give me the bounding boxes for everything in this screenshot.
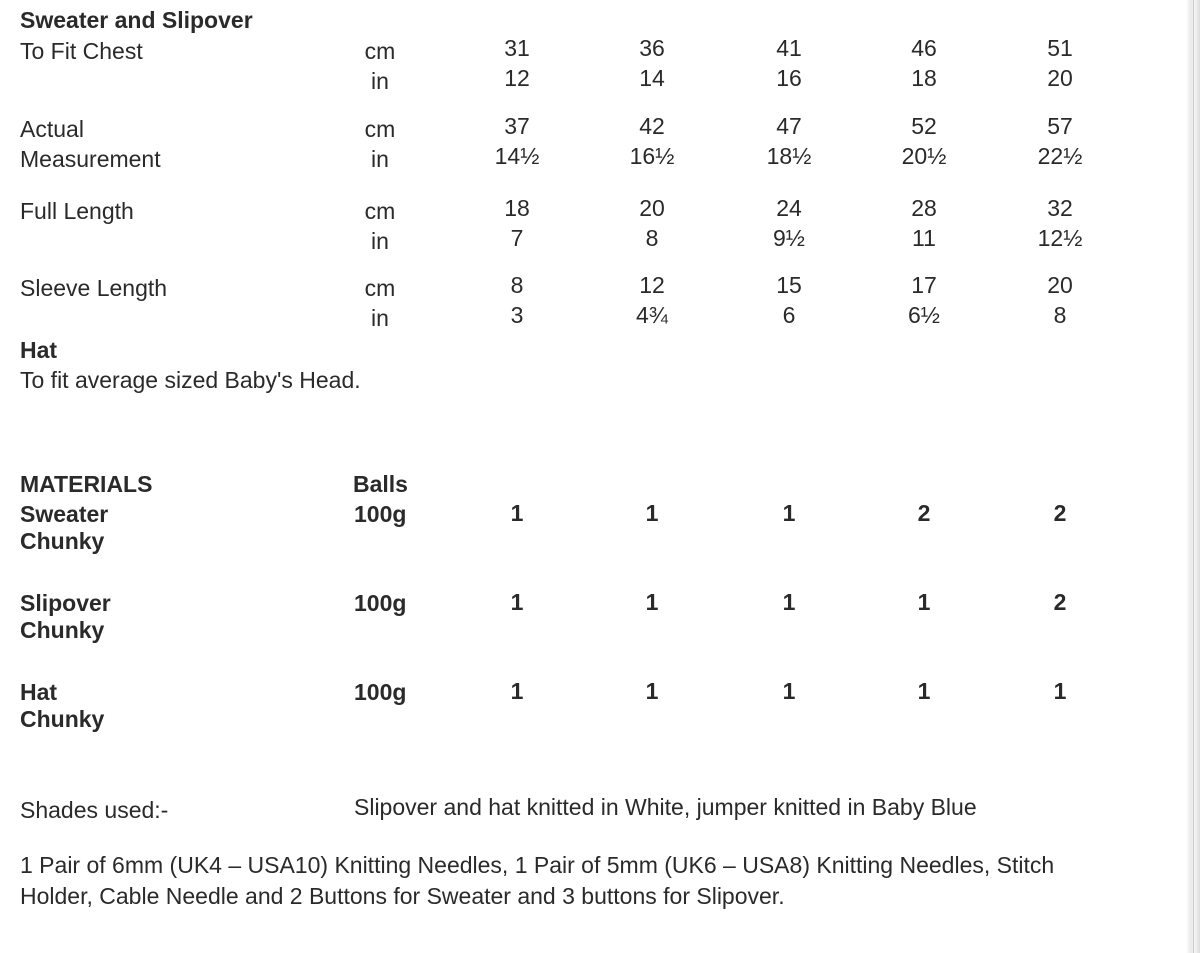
- size-value: 37: [504, 113, 530, 139]
- size-value: 3: [510, 302, 524, 328]
- ball-count: 1: [782, 589, 796, 615]
- size-value: 8: [1053, 302, 1067, 328]
- size-value: 31: [504, 35, 530, 61]
- size-value: 36: [639, 35, 665, 61]
- unit-label: cm: [364, 275, 396, 301]
- size-value: 18: [504, 195, 530, 221]
- ball-count: 1: [645, 678, 659, 704]
- row-label: Full Length: [20, 198, 134, 224]
- ball-count: 1: [645, 500, 659, 526]
- size-value: 20: [1047, 272, 1073, 298]
- size-value: 14: [639, 65, 665, 91]
- size-value: 20: [639, 195, 665, 221]
- material-weight: 100g: [354, 679, 407, 705]
- ball-count: 2: [917, 500, 931, 526]
- material-name: Sweater: [20, 501, 109, 527]
- ball-count: 1: [510, 678, 524, 704]
- material-name: Chunky: [20, 617, 105, 643]
- size-value: 6: [782, 302, 796, 328]
- materials-title: MATERIALS: [20, 471, 153, 497]
- size-value: 17: [911, 272, 937, 298]
- ball-count: 2: [1053, 589, 1067, 615]
- size-value: 51: [1047, 35, 1073, 61]
- row-label: Sleeve Length: [20, 275, 168, 301]
- material-name: Chunky: [20, 706, 105, 732]
- row-label: Actual: [20, 116, 84, 142]
- heading: Sweater and Slipover: [20, 7, 253, 33]
- size-value: 7: [510, 225, 524, 251]
- material-name: Hat: [20, 679, 58, 705]
- material-name: Chunky: [20, 528, 105, 554]
- size-value: 8: [510, 272, 524, 298]
- ball-count: 1: [510, 589, 524, 615]
- row-label: To Fit Chest: [20, 38, 143, 64]
- ball-count: 1: [917, 678, 931, 704]
- shades-label: Shades used:-: [20, 797, 169, 823]
- ball-count: 1: [1053, 678, 1067, 704]
- size-value: 9½: [773, 225, 805, 251]
- size-value: 24: [776, 195, 802, 221]
- size-value: 52: [911, 113, 937, 139]
- size-value: 28: [911, 195, 937, 221]
- ball-count: 1: [917, 589, 931, 615]
- size-value: 11: [912, 225, 936, 251]
- size-value: 4¾: [636, 302, 668, 328]
- hat-description: To fit average sized Baby's Head.: [20, 367, 361, 393]
- page-edge-line: [1193, 0, 1194, 953]
- unit-label: cm: [364, 116, 396, 142]
- material-weight: 100g: [354, 590, 407, 616]
- size-value: 41: [776, 35, 802, 61]
- size-value: 12: [639, 272, 665, 298]
- unit-label: in: [371, 228, 389, 254]
- unit-label: in: [371, 305, 389, 331]
- material-name: Slipover: [20, 590, 111, 616]
- size-value: 14½: [494, 143, 540, 169]
- size-value: 15: [776, 272, 802, 298]
- size-value: 12½: [1037, 225, 1083, 251]
- size-value: 22½: [1037, 143, 1083, 169]
- size-value: 20: [1047, 65, 1073, 91]
- unit-label: cm: [364, 38, 396, 64]
- size-value: 8: [645, 225, 659, 251]
- ball-count: 1: [510, 500, 524, 526]
- unit-label: in: [371, 146, 389, 172]
- ball-count: 2: [1053, 500, 1067, 526]
- hat-title: Hat: [20, 337, 58, 363]
- notes-line-2: Holder, Cable Needle and 2 Buttons for Sweater and 3 buttons for Slipover.: [20, 883, 785, 909]
- balls-label: Balls: [353, 471, 408, 497]
- size-value: 16: [776, 65, 802, 91]
- size-value: 46: [911, 35, 937, 61]
- size-value: 42: [639, 113, 665, 139]
- size-value: 20½: [901, 143, 947, 169]
- shades-text: Slipover and hat knitted in White, jumper knitted in Baby Blue: [354, 794, 977, 820]
- size-value: 18: [911, 65, 937, 91]
- material-weight: 100g: [354, 501, 407, 527]
- size-value: 18½: [766, 143, 812, 169]
- size-value: 32: [1047, 195, 1073, 221]
- size-value: 57: [1047, 113, 1073, 139]
- ball-count: 1: [782, 500, 796, 526]
- unit-label: cm: [364, 198, 396, 224]
- unit-label: in: [371, 68, 389, 94]
- ball-count: 1: [645, 589, 659, 615]
- row-label: Measurement: [20, 146, 161, 172]
- size-value: 47: [776, 113, 802, 139]
- size-value: 12: [504, 65, 530, 91]
- ball-count: 1: [782, 678, 796, 704]
- notes-line-1: 1 Pair of 6mm (UK4 – USA10) Knitting Needles, 1 Pair of 5mm (UK6 – USA8) Knitting Needles, Stitch: [20, 852, 1055, 878]
- size-value: 6½: [908, 302, 940, 328]
- size-value: 16½: [629, 143, 675, 169]
